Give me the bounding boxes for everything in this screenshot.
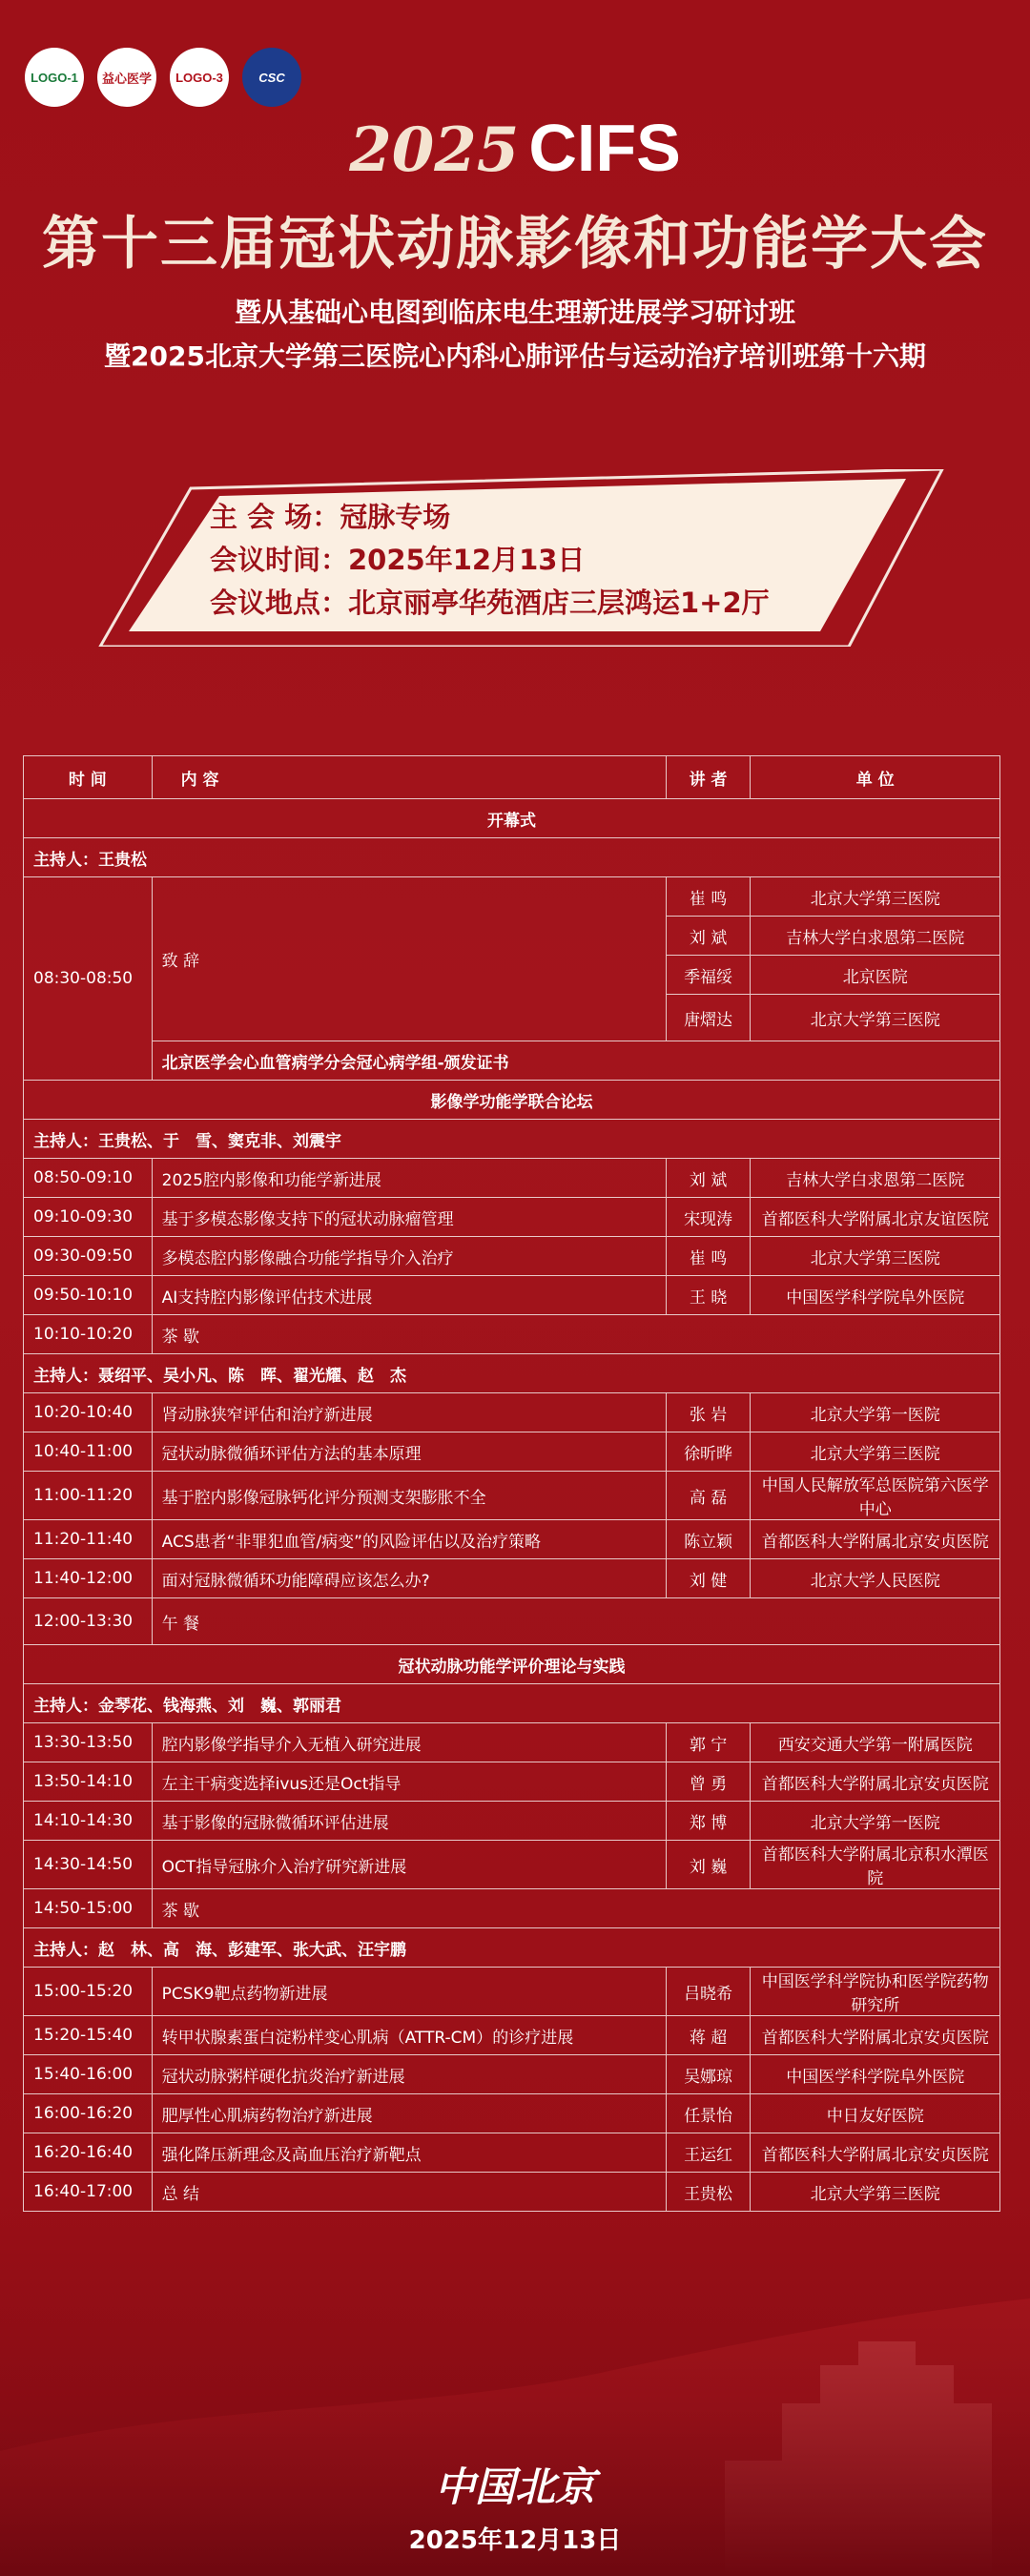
cell-time: 11:40-12:00: [24, 1559, 153, 1598]
cell-speaker: 刘 健: [666, 1559, 751, 1598]
cell-unit: 首都医科大学附属北京安贞医院: [751, 2016, 1000, 2055]
cell-time: 13:50-14:10: [24, 1762, 153, 1802]
cell-speaker: 王运红: [666, 2133, 751, 2173]
cell-speaker: 徐昕晔: [666, 1432, 751, 1472]
cell-unit: 首都医科大学附属北京积水潭医院: [751, 1841, 1000, 1889]
subtitle-2: 暨2025北京大学第三医院心内科心肺评估与运动治疗培训班第十六期: [104, 340, 926, 372]
cell-unit: 北京大学第一医院: [751, 1802, 1000, 1841]
table-row: [24, 1237, 1000, 1276]
cell-time: 13:30-13:50: [24, 1723, 153, 1762]
section3-block2: [24, 1968, 1000, 2212]
cell-time: 14:10-14:30: [24, 1802, 153, 1841]
host-row: 主持人：王贵松: [24, 838, 1000, 877]
cell-unit: 吉林大学白求恩第二医院: [751, 1159, 1000, 1198]
break-row: 14:50-15:00 茶 歇: [24, 1889, 1000, 1928]
section2-block2: [24, 1393, 1000, 1598]
host-row: 主持人：赵 林、高 海、彭建军、张大武、汪宇鹏: [24, 1928, 1000, 1968]
table-row: [24, 1559, 1000, 1598]
cell-unit: 中日友好医院: [751, 2094, 1000, 2133]
header-speaker: 讲 者: [666, 756, 751, 799]
cell-topic: 腔内影像学指导介入无植入研究进展: [152, 1723, 666, 1762]
footer-logo: 中国北京: [434, 2463, 595, 2510]
conference-title: 第十三届冠状动脉影像和功能学大会: [42, 211, 988, 278]
cell-speaker: 高 磊: [666, 1472, 751, 1520]
host-row: 主持人：聂绍平、吴小凡、陈 晖、翟光耀、赵 杰: [24, 1354, 1000, 1393]
logo-csc-icon: CSC: [242, 48, 301, 107]
table-row: [24, 1432, 1000, 1472]
section-row: 开幕式: [24, 799, 1000, 838]
sponsor-logos: [25, 48, 301, 107]
cell-time: 15:40-16:00: [24, 2055, 153, 2094]
cell-topic: 冠状动脉粥样硬化抗炎治疗新进展: [152, 2055, 666, 2094]
cell-unit: 北京大学第三医院: [751, 2173, 1000, 2212]
cell-unit: 北京大学第三医院: [751, 1432, 1000, 1472]
table-row: [24, 1198, 1000, 1237]
cell-topic: 基于多模态影像支持下的冠状动脉瘤管理: [152, 1198, 666, 1237]
host-row: 主持人：王贵松、于 雪、窦克非、刘震宇: [24, 1120, 1000, 1159]
table-row: [24, 2133, 1000, 2173]
table-row: [24, 1159, 1000, 1198]
table-row: [24, 1968, 1000, 2016]
cell-speaker: 吕晓希: [666, 1968, 751, 2016]
cell-time: 09:50-10:10: [24, 1276, 153, 1315]
cell-topic: 2025腔内影像和功能学新进展: [152, 1159, 666, 1198]
cell-speaker: 张 岩: [666, 1393, 751, 1432]
cell-topic: 肥厚性心肌病药物治疗新进展: [152, 2094, 666, 2133]
cell-unit: 首都医科大学附属北京安贞医院: [751, 1520, 1000, 1559]
cell-unit: 首都医科大学附属北京安贞医院: [751, 1762, 1000, 1802]
section-row: 影像学功能学联合论坛: [24, 1081, 1000, 1120]
cell-time: 09:30-09:50: [24, 1237, 153, 1276]
cell-time: 15:00-15:20: [24, 1968, 153, 2016]
cell-unit: 中国医学科学院阜外医院: [751, 1276, 1000, 1315]
table-row: 北京医学会心血管病学分会冠心病学组-颁发证书: [24, 1041, 1000, 1081]
table-row: [24, 2016, 1000, 2055]
logo-3-icon: LOGO-3: [170, 48, 229, 107]
cell-unit: 中国医学科学院协和医学院药物研究所: [751, 1968, 1000, 2016]
table-row: [24, 1762, 1000, 1802]
cell-topic: 肾动脉狭窄评估和治疗新进展: [152, 1393, 666, 1432]
footer-date: 2025年12月13日: [408, 2526, 622, 2555]
section3-block1: [24, 1723, 1000, 1889]
cell-time: 10:20-10:40: [24, 1393, 153, 1432]
location-line: 会议地点：北京丽亭华苑酒店三层鸿运1+2厅: [210, 587, 770, 619]
cell-speaker: 陈立颖: [666, 1520, 751, 1559]
table-row: [24, 2173, 1000, 2212]
main-venue-line: 主 会 场：冠脉专场: [210, 501, 451, 533]
cell-topic: 强化降压新理念及高血压治疗新靶点: [152, 2133, 666, 2173]
brand-year: 2025: [349, 114, 520, 186]
table-row: 08:30-08:50 致 辞 崔 鸣 北京大学第三医院: [24, 877, 1000, 917]
logo-2-icon: 益心医学: [97, 48, 156, 107]
cell-topic: ACS患者“非罪犯血管/病变”的风险评估以及治疗策略: [152, 1520, 666, 1559]
break-row: 10:10-10:20 茶 歇: [24, 1315, 1000, 1354]
cell-topic: PCSK9靶点药物新进展: [152, 1968, 666, 2016]
section2-block1: [24, 1159, 1000, 1315]
table-row: 刘 斌 吉林大学白求恩第二医院: [24, 917, 1000, 956]
cell-unit: 北京大学第三医院: [751, 1237, 1000, 1276]
break-row: 12:00-13:30 午 餐: [24, 1598, 1000, 1645]
table-row: 季福绥 北京医院: [24, 956, 1000, 995]
table-row: 唐熠达 北京大学第三医院: [24, 995, 1000, 1041]
cell-time: 09:10-09:30: [24, 1198, 153, 1237]
cell-unit: 北京大学第一医院: [751, 1393, 1000, 1432]
cell-time: 10:40-11:00: [24, 1432, 153, 1472]
table-row: [24, 2094, 1000, 2133]
brand-cifs: CIFS: [528, 111, 681, 185]
table-row: [24, 1802, 1000, 1841]
table-row: [24, 2055, 1000, 2094]
table-row: [24, 1723, 1000, 1762]
cell-unit: 中国人民解放军总医院第六医学中心: [751, 1472, 1000, 1520]
table-row: [24, 1276, 1000, 1315]
cell-speaker: 曾 勇: [666, 1762, 751, 1802]
table-row: [24, 1472, 1000, 1520]
header-time: 时 间: [24, 756, 153, 799]
host-row: 主持人：金琴花、钱海燕、刘 巍、郭丽君: [24, 1684, 1000, 1723]
cell-topic: 转甲状腺素蛋白淀粉样变心肌病（ATTR-CM）的诊疗进展: [152, 2016, 666, 2055]
cell-topic: OCT指导冠脉介入治疗研究新进展: [152, 1841, 666, 1889]
cell-unit: 中国医学科学院阜外医院: [751, 2055, 1000, 2094]
cell-topic: 左主干病变选择ivus还是Oct指导: [152, 1762, 666, 1802]
cell-speaker: 吴娜琼: [666, 2055, 751, 2094]
table-header-row: [24, 756, 1000, 799]
cell-time: 11:20-11:40: [24, 1520, 153, 1559]
cell-unit: 西安交通大学第一附属医院: [751, 1723, 1000, 1762]
cell-topic: 总 结: [152, 2173, 666, 2212]
cell-topic: 基于影像的冠脉微循环评估进展: [152, 1802, 666, 1841]
table-row: [24, 1520, 1000, 1559]
header-unit: 单 位: [751, 756, 1000, 799]
cell-topic: 冠状动脉微循环评估方法的基本原理: [152, 1432, 666, 1472]
cell-time: 16:20-16:40: [24, 2133, 153, 2173]
cell-speaker: 郭 宁: [666, 1723, 751, 1762]
cell-speaker: 蒋 超: [666, 2016, 751, 2055]
cell-time: 08:50-09:10: [24, 1159, 153, 1198]
cell-topic: 多模态腔内影像融合功能学指导介入治疗: [152, 1237, 666, 1276]
cell-unit: 首都医科大学附属北京安贞医院: [751, 2133, 1000, 2173]
cell-speaker: 崔 鸣: [666, 1237, 751, 1276]
cell-time: 16:00-16:20: [24, 2094, 153, 2133]
logo-1-icon: LOGO-1: [25, 48, 84, 107]
time-line: 会议时间：2025年12月13日: [210, 544, 586, 576]
cell-topic: AI支持腔内影像评估技术进展: [152, 1276, 666, 1315]
cell-topic: 基于腔内影像冠脉钙化评分预测支架膨胀不全: [152, 1472, 666, 1520]
schedule-table: [23, 755, 1000, 2212]
brand-title: [0, 110, 1030, 186]
info-banner: [86, 469, 944, 647]
table-row: [24, 1841, 1000, 1889]
section-row: 冠状动脉功能学评价理论与实践: [24, 1645, 1000, 1684]
cell-speaker: 王贵松: [666, 2173, 751, 2212]
cell-topic: 面对冠脉微循环功能障碍应该怎么办?: [152, 1559, 666, 1598]
cell-time: 11:00-11:20: [24, 1472, 153, 1520]
cell-speaker: 宋现涛: [666, 1198, 751, 1237]
table-row: [24, 1393, 1000, 1432]
header-topic: 内 容: [152, 756, 666, 799]
subtitle-1: 暨从基础心电图到临床电生理新进展学习研讨班: [234, 297, 795, 328]
cell-unit: 首都医科大学附属北京友谊医院: [751, 1198, 1000, 1237]
cell-speaker: 任景怡: [666, 2094, 751, 2133]
cell-speaker: 王 晓: [666, 1276, 751, 1315]
cell-speaker: 刘 斌: [666, 1159, 751, 1198]
cell-time: 15:20-15:40: [24, 2016, 153, 2055]
cell-time: 16:40-17:00: [24, 2173, 153, 2212]
cell-unit: 北京大学人民医院: [751, 1559, 1000, 1598]
cell-speaker: 郑 博: [666, 1802, 751, 1841]
cell-speaker: 刘 巍: [666, 1841, 751, 1889]
cell-time: 14:30-14:50: [24, 1841, 153, 1889]
